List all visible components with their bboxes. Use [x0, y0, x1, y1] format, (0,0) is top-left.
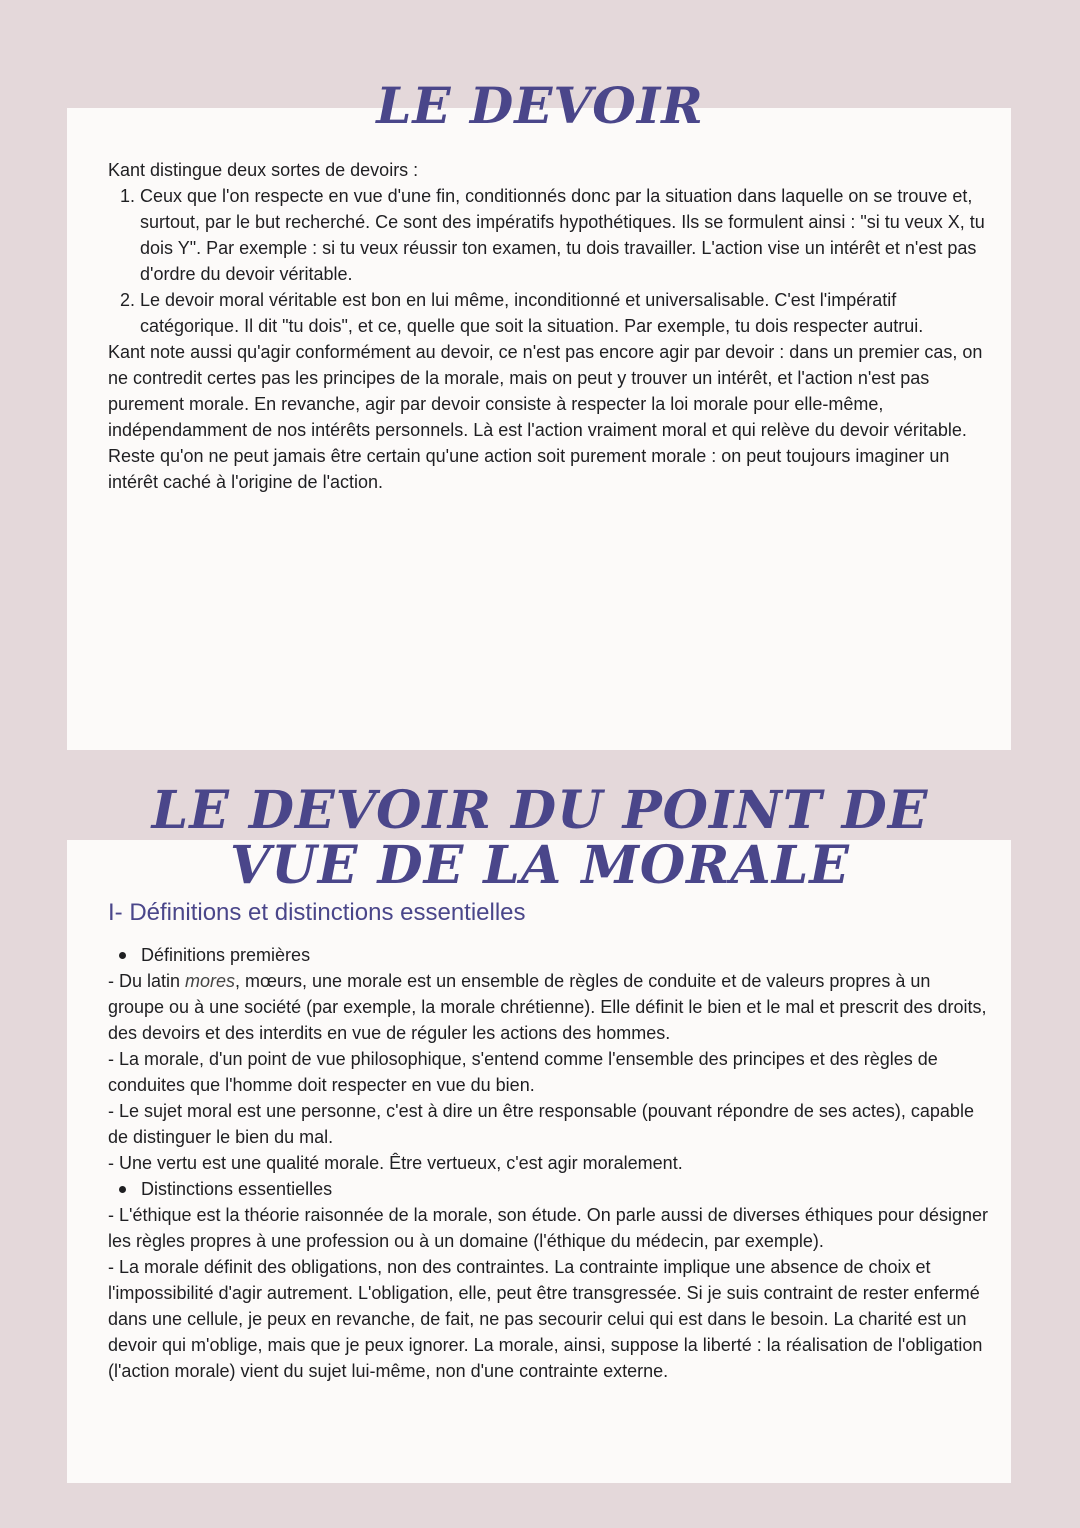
bullet-list-distinctions: [108, 1176, 988, 1202]
distinction-ethique: - L'éthique est la théorie raisonnée de la morale, son étude. On parle aussi de diverses éthiques pour désigner les règles propres à une profession ou à un domaine (l'éthique du médecin, par exemple).: [108, 1205, 988, 1251]
list-item: 1. Ceux que l'on respecte en vue d'une fin, conditionnés donc par la situation dans laquelle on se trouve et, surtout, par le but recherché. Ce sont des impératifs hypothétiques. Ils se formulent ainsi : "si tu veux X, tu dois Y". Par exemple : si tu veux réussir ton examen, tu dois travailler. L'action vise un intérêt et n'est pas d'ordre du devoir véritable.: [140, 183, 988, 287]
bullet-icon: [119, 952, 126, 959]
section-devoir-morale: [108, 896, 988, 1384]
paragraph-kant: Kant note aussi qu'agir conformément au devoir, ce n'est pas encore agir par devoir : dans un premier cas, on ne contredit certes pas les principes de la morale, mais on peut y trouver un intérêt, et l'action n'est pas purement morale. En revanche, agir par devoir consiste à respecter la loi morale pour elle-même, indépendamment de nos intérêts personnels. Là est l'action vraiment moral et qui relève du devoir véritable. Reste qu'on ne peut jamais être certain qu'une action soit purement morale : on peut toujours imaginer un intérêt caché à l'origine de l'action.: [108, 342, 983, 492]
section-le-devoir: [108, 157, 988, 495]
section-subheading: I- Définitions et distinctions essentielles: [108, 899, 526, 926]
bullet-label: Distinctions essentielles: [141, 1179, 333, 1199]
definition-morale: [108, 968, 988, 1046]
definition-text: - Du latin: [108, 971, 186, 991]
distinction-obligation: - La morale définit des obligations, non des contraintes. La contrainte implique une absence de choix et l'impossibilité d'agir autrement. L'obligation, elle, peut être transgressée. Si je suis contraint de rester enfermé dans une cellule, je peux en revanche, de fait, ne pas secourir celui qui est dans le besoin. La charité est un devoir qui m'oblige, mais que je peux ignorer. La morale, ainsi, suppose la liberté : la réalisation de l'obligation (l'action morale) vient du sujet lui-même, non d'une contrainte externe.: [108, 1257, 983, 1381]
bullet-label: Définitions premières: [141, 945, 311, 965]
latin-term: mores: [185, 971, 236, 991]
definition-philosophique: - La morale, d'un point de vue philosophique, s'entend comme l'ensemble des principes et des règles de conduites que l'homme doit respecter en vue du bien.: [108, 1049, 938, 1095]
page-title-devoir-morale: [0, 780, 1080, 896]
intro-text: Kant distingue deux sortes de devoirs :: [108, 160, 419, 180]
title-line-1: LE DEVOIR DU POINT DE: [151, 780, 929, 841]
devoirs-list: [108, 183, 988, 339]
bullet-icon: [119, 1186, 126, 1193]
definition-sujet-moral: - Le sujet moral est une personne, c'est à dire un être responsable (pouvant répondre de ses actes), capable de distinguer le bien du mal.: [108, 1101, 974, 1147]
definition-vertu: - Une vertu est une qualité morale. Être vertueux, c'est agir moralement.: [108, 1153, 683, 1173]
title-line-2: VUE DE LA MORALE: [230, 835, 850, 896]
bullet-list-definitions: [108, 942, 988, 968]
definition-text: , mœurs, une morale est un ensemble de règles de conduite et de valeurs propres à un groupe ou à une société (par exemple, la morale chrétienne). Elle définit le bien et le mal et prescrit des droits, des devoirs et des interdits en vue de réguler les actions des hommes.: [108, 971, 987, 1043]
bullet-item-distinctions: [141, 1176, 988, 1202]
list-item: 2. Le devoir moral véritable est bon en lui même, inconditionné et universalisable. C'est l'impératif catégorique. Il dit "tu dois", et ce, quelle que soit la situation. Par exemple, tu dois respecter autrui.: [140, 287, 988, 339]
page-title-le-devoir: LE DEVOIR: [376, 76, 704, 135]
bullet-item-definitions: [141, 942, 988, 968]
